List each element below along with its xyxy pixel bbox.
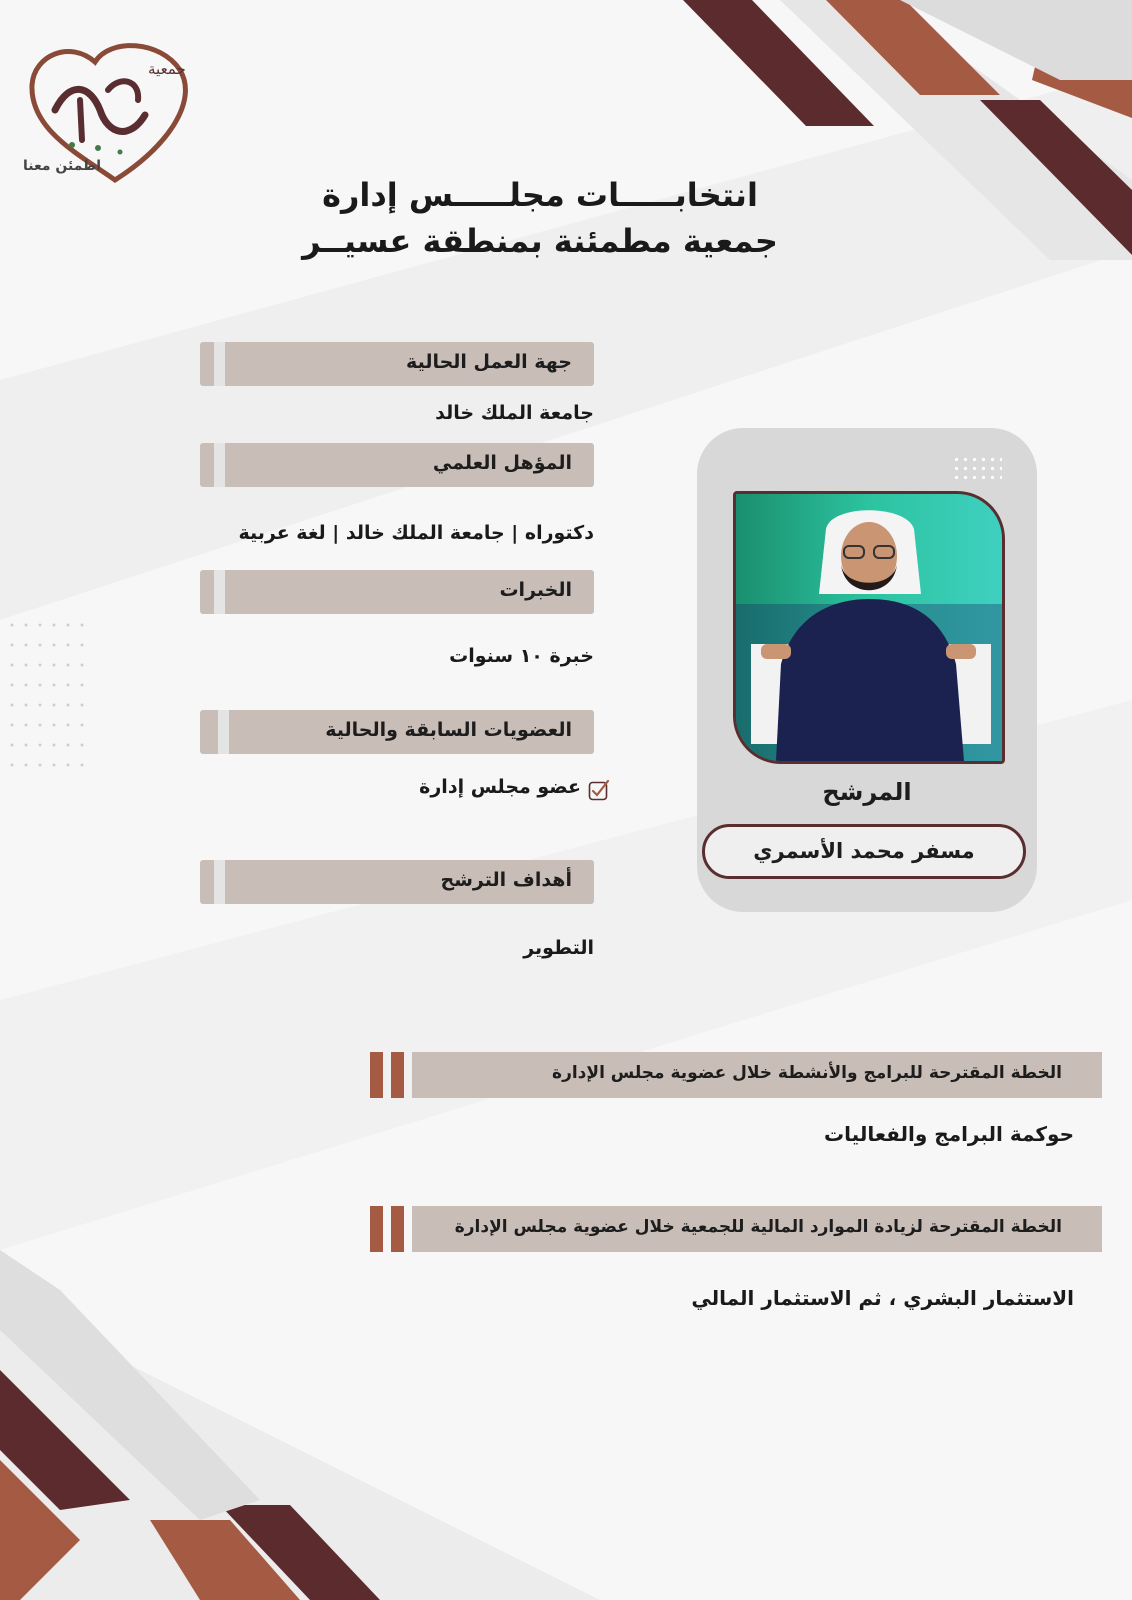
section-label: المؤهل العلمي	[432, 452, 572, 474]
section-value-memberships: عضو مجلس إدارة	[419, 776, 581, 798]
candidate-name: مسفر محمد الأسمري	[753, 839, 975, 863]
section-label: الخبرات	[499, 579, 572, 601]
section-header-goals	[200, 860, 594, 904]
section-header-workplace	[200, 342, 594, 386]
candidate-photo-illustration	[736, 494, 1002, 761]
section-label: جهة العمل الحالية	[406, 351, 572, 373]
section-header-memberships	[200, 710, 594, 754]
section-value-qualification: دكتوراه | جامعة الملك خالد | لغة عربية	[238, 522, 594, 544]
plan-header-financial	[412, 1206, 1102, 1252]
section-label: العضويات السابقة والحالية	[325, 719, 572, 741]
section-value-goals: التطوير	[523, 937, 594, 959]
plan-header-programs	[412, 1052, 1102, 1098]
section-value-experience: خبرة ١٠ سنوات	[449, 645, 594, 667]
page-title-line1: انتخابـــــات مجلـــــس إدارة	[322, 176, 758, 214]
stripe-decoration	[370, 1206, 406, 1252]
section-header-experience	[200, 570, 594, 614]
stripe-decoration	[370, 1052, 406, 1098]
plan-label: الخطة المقترحة للبرامج والأنشطة خلال عضوية مجلس الإدارة	[552, 1063, 1062, 1083]
candidate-label: المرشح	[822, 778, 912, 806]
dot-grid-icon	[952, 455, 1002, 481]
candidate-photo	[733, 491, 1005, 764]
plan-value-financial: الاستثمار البشري ، ثم الاستثمار المالي	[691, 1286, 1074, 1310]
section-header-qualification	[200, 443, 594, 487]
candidate-name-pill	[702, 824, 1026, 879]
association-logo	[20, 40, 195, 190]
plan-label: الخطة المقترحة لزيادة الموارد المالية للجمعية خلال عضوية مجلس الإدارة	[454, 1217, 1062, 1237]
page-title-line2: جمعية مطمئنة بمنطقة عسيــر	[302, 222, 778, 260]
plan-value-programs: حوكمة البرامج والفعاليات	[824, 1122, 1074, 1146]
section-value-workplace: جامعة الملك خالد	[435, 402, 594, 424]
logo-slogan: اطمئن معنا	[23, 158, 102, 174]
logo-association-word: جمعية	[148, 60, 186, 78]
checkbox-checked-icon	[588, 779, 610, 801]
section-label: أهداف الترشح	[440, 869, 572, 891]
